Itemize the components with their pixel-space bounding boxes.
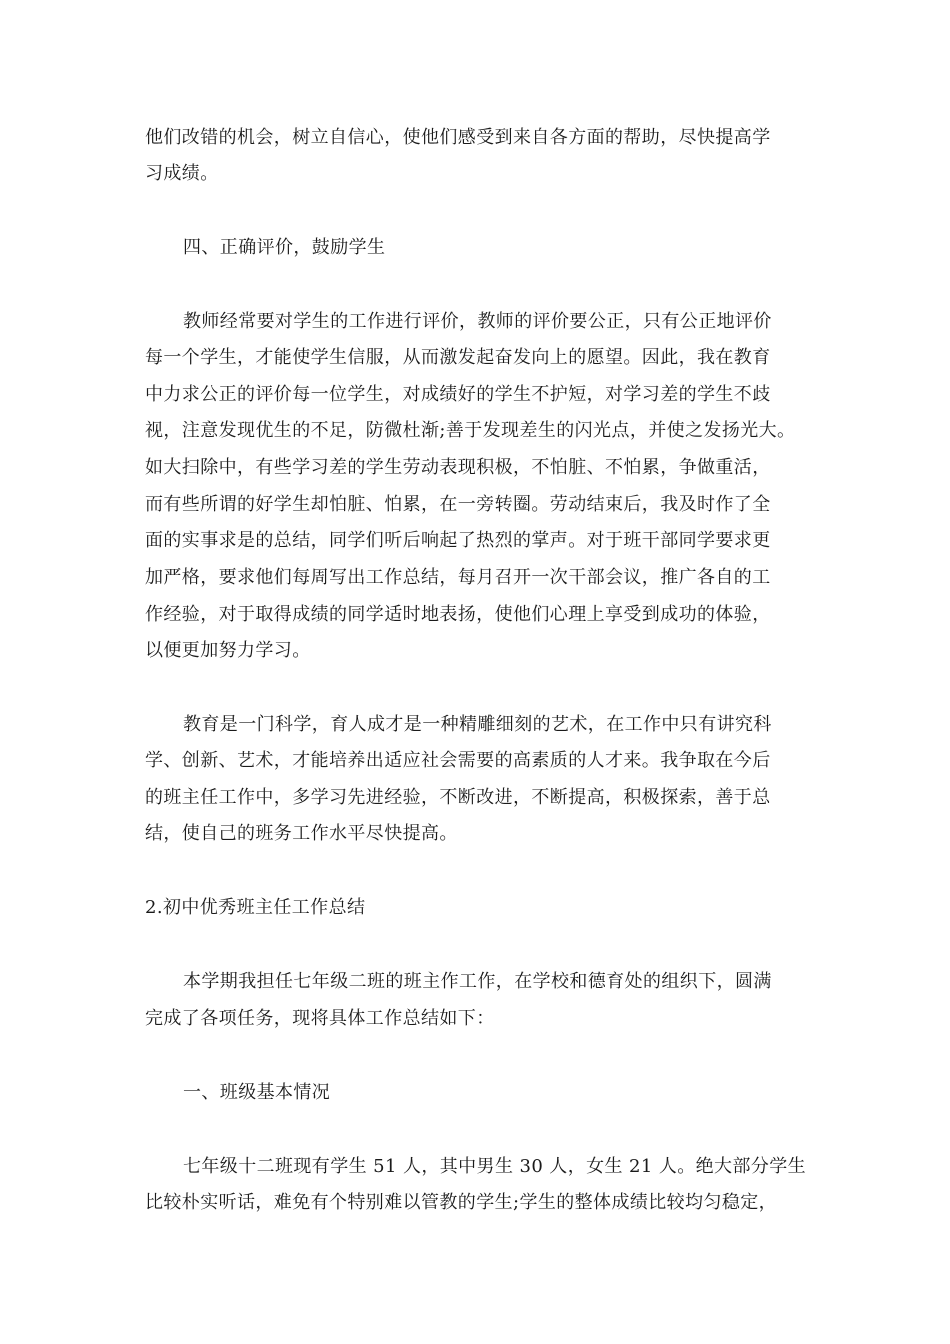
text-line: 的班主任工作中，多学习先进经验，不断改进，不断提高，积极探索，善于总 <box>145 787 771 808</box>
text-line: 比较朴实听话，难免有个特别难以管教的学生;学生的整体成绩比较均匀稳定， <box>145 1192 778 1213</box>
text-line: 中力求公正的评价每一位学生，对成绩好的学生不护短，对学习差的学生不歧 <box>145 384 771 405</box>
text-line: 教育是一门科学，育人成才是一种精雕细刻的艺术，在工作中只有讲究科 <box>183 714 772 735</box>
text-line: 以便更加努力学习。 <box>145 640 311 661</box>
text-line: 如大扫除中，有些学习差的学生劳动表现积极，不怕脏、不怕累，争做重活， <box>145 457 771 478</box>
text-line: 面的实事求是的总结，同学们听后响起了热烈的掌声。对于班干部同学要求更 <box>145 530 771 551</box>
text-line: 他们改错的机会，树立自信心，使他们感受到来自各方面的帮助，尽快提高学 <box>145 127 771 148</box>
text-line: 学、创新、艺术，才能培养出适应社会需要的高素质的人才来。我争取在今后 <box>145 750 771 771</box>
text-line: 加严格，要求他们每周写出工作总结，每月召开一次干部会议，推广各自的工 <box>145 567 771 588</box>
article-title: 2.初中优秀班主任工作总结 <box>145 897 366 918</box>
text-line: 完成了各项任务，现将具体工作总结如下： <box>145 1008 495 1029</box>
section-heading: 四、正确评价，鼓励学生 <box>183 237 386 258</box>
text-line: 教师经常要对学生的工作进行评价，教师的评价要公正，只有公正地评价 <box>183 311 772 332</box>
text-line: 结，使自己的班务工作水平尽快提高。 <box>145 823 458 844</box>
text-line: 习成绩。 <box>145 163 219 184</box>
section-heading: 一、班级基本情况 <box>183 1082 331 1103</box>
text-line: 作经验，对于取得成绩的同学适时地表扬，使他们心理上享受到成功的体验， <box>145 604 771 625</box>
text-line: 视，注意发现优生的不足，防微杜渐;善于发现差生的闪光点，并使之发扬光大。 <box>145 420 796 441</box>
text-line: 本学期我担任七年级二班的班主作工作，在学校和德育处的组织下，圆满 <box>183 971 772 992</box>
text-line: 而有些所谓的好学生却怕脏、怕累，在一旁转圈。劳动结束后，我及时作了全 <box>145 494 771 515</box>
text-line: 七年级十二班现有学生 51 人，其中男生 30 人，女生 21 人。绝大部分学生 <box>183 1156 807 1177</box>
text-line: 每一个学生，才能使学生信服，从而激发起奋发向上的愿望。因此，我在教育 <box>145 347 771 368</box>
